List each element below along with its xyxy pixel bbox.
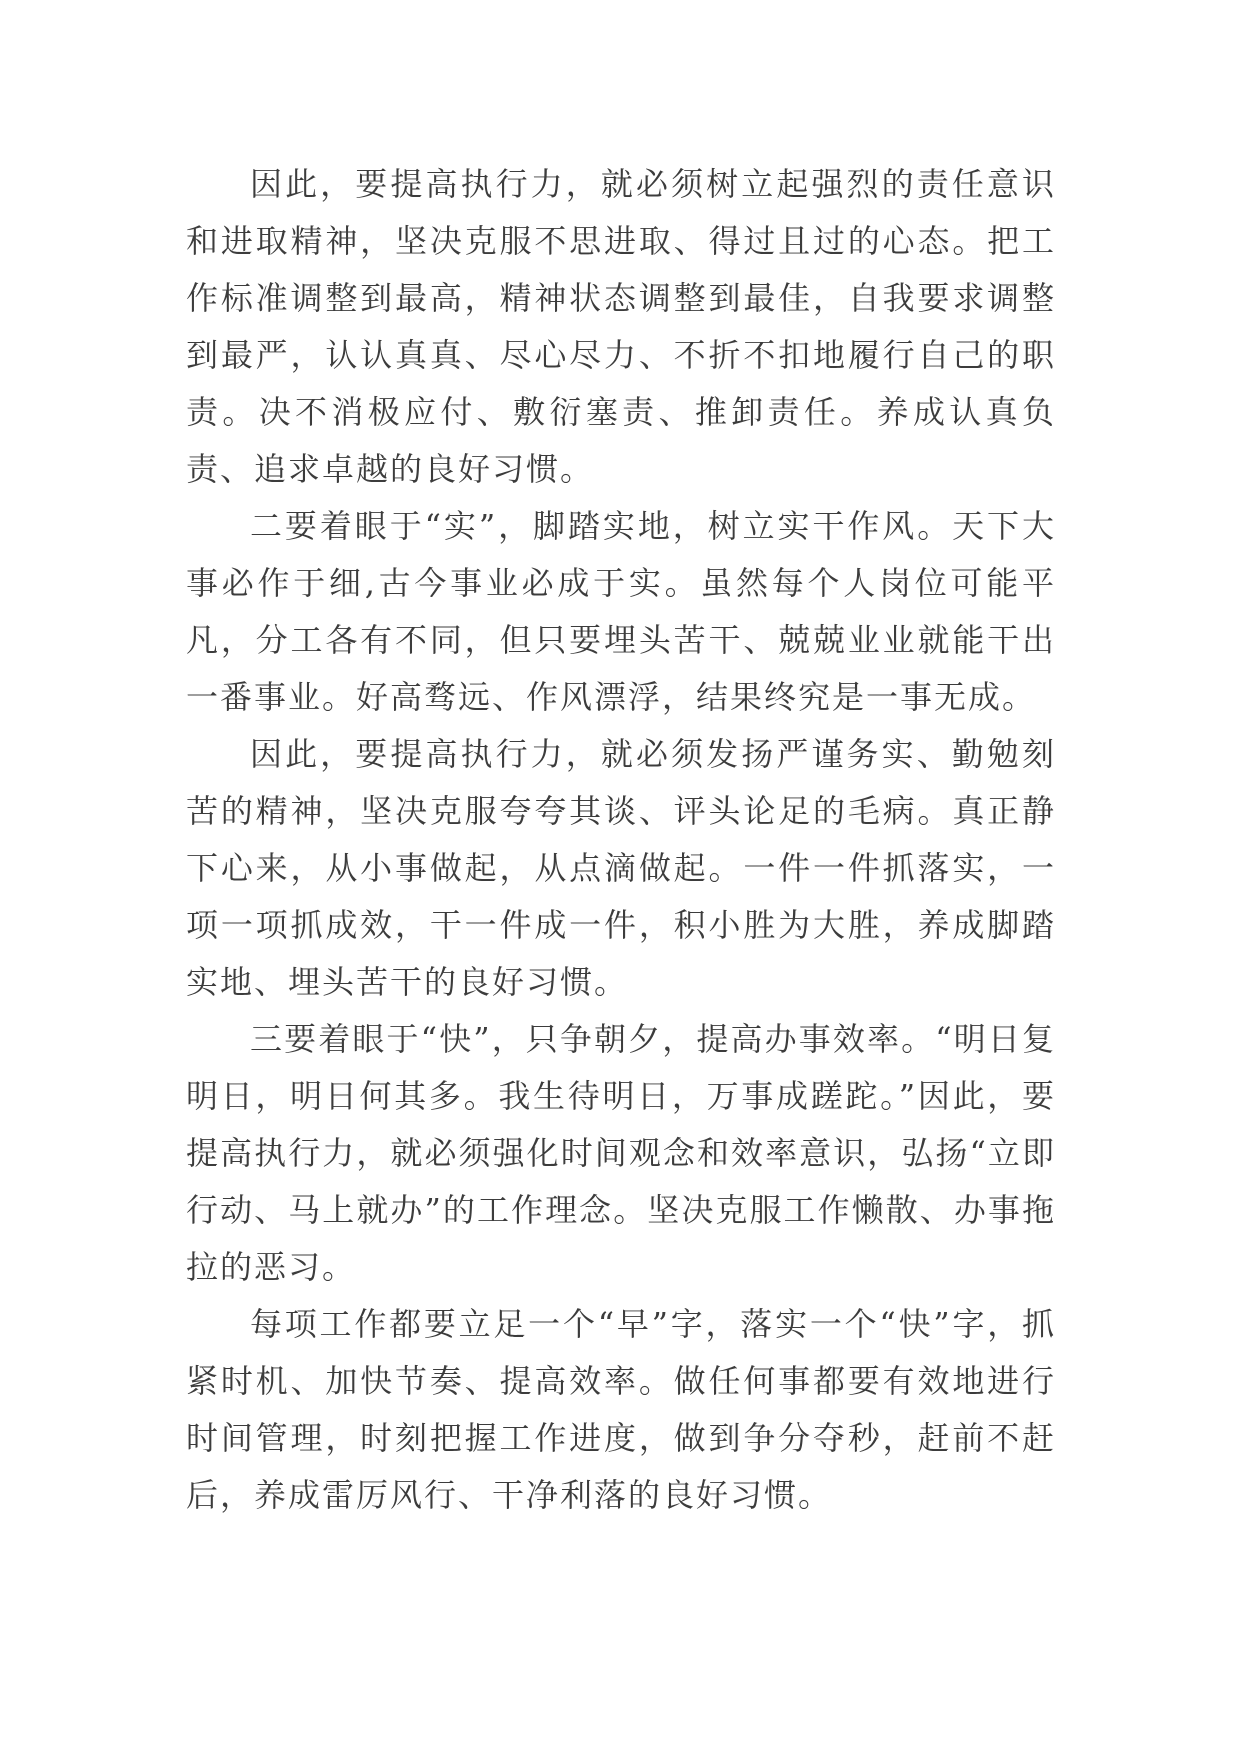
- paragraph-3: 因此，要提高执行力，就必须发扬严谨务实、勤勉刻苦的精神，坚决克服夸夸其谈、评头论足的毛病。真正静下心来，从小事做起，从点滴做起。一件一件抓落实，一项一项抓成效，干一件成一件，积小胜为大胜，养成脚踏实地、埋头苦干的良好习惯。: [186, 735, 1056, 1001]
- paragraph-2: 二要着眼于“实”，脚踏实地，树立实干作风。天下大事必作于细,古今事业必成于实。虽然每个人岗位可能平凡，分工各有不同，但只要埋头苦干、兢兢业业就能干出一番事业。好高骛远、作风漂浮，结果终究是一事无成。: [186, 507, 1056, 716]
- paragraph-5: 每项工作都要立足一个“早”字，落实一个“快”字，抓紧时机、加快节奏、提高效率。做任何事都要有效地进行时间管理，时刻把握工作进度，做到争分夺秒，赶前不赶后，养成雷厉风行、干净利落的良好习惯。: [186, 1305, 1056, 1514]
- paragraph-4: 三要着眼于“快”，只争朝夕，提高办事效率。“明日复明日，明日何其多。我生待明日，万事成蹉跎。”因此，要提高执行力，就必须强化时间观念和效率意识，弘扬“立即行动、马上就办”的工作理念。坚决克服工作懒散、办事拖拉的恶习。: [186, 1020, 1056, 1286]
- paragraph-1: 因此，要提高执行力，就必须树立起强烈的责任意识和进取精神，坚决克服不思进取、得过且过的心态。把工作标准调整到最高，精神状态调整到最佳，自我要求调整到最严，认认真真、尽心尽力、不折不扣地履行自己的职责。决不消极应付、敷衍塞责、推卸责任。养成认真负责、追求卓越的良好习惯。: [186, 165, 1056, 488]
- document-body: [186, 156, 1056, 1524]
